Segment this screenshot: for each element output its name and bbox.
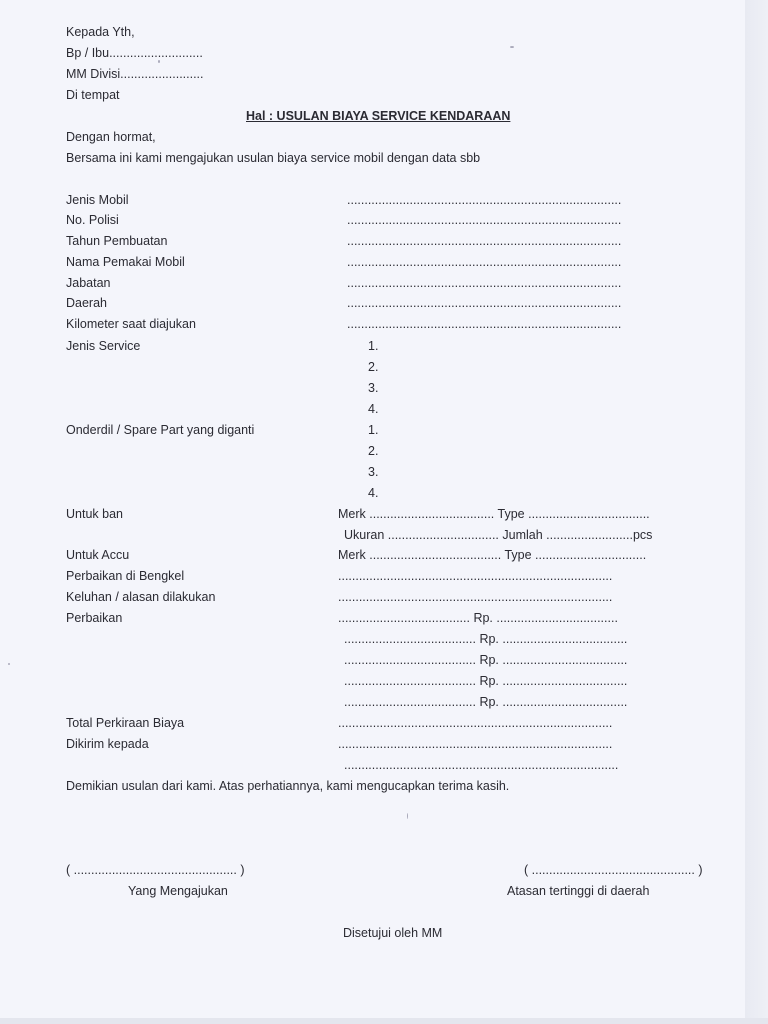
fill-line-perbaikan-bengkel: ...............................................................................	[338, 569, 613, 583]
perbaikan-rp-line-4: ...................................... Rp. ....................................	[344, 674, 628, 688]
label-jenis-mobil: Jenis Mobil	[66, 193, 129, 207]
label-nama-pemakai: Nama Pemakai Mobil	[66, 255, 185, 269]
paper-edge-bottom	[0, 1018, 768, 1024]
paper-edge-right	[745, 0, 768, 1024]
accu-merk-type-line: Merk ...................................... Type ................................	[338, 548, 647, 562]
signature-line-right: ( ............................................... )	[524, 863, 703, 877]
fill-line-jabatan: ...............................................................................	[347, 276, 622, 290]
bp-ibu-line: Bp / Ibu...........................	[66, 46, 203, 60]
fill-line-jenis-mobil: ...............................................................................	[347, 193, 622, 207]
perbaikan-rp-line-3: ...................................... Rp. ....................................	[344, 653, 628, 667]
ban-merk-type-line: Merk .................................... Type ...................................	[338, 507, 650, 521]
fill-line-no-polisi: ...............................................................................	[347, 213, 622, 227]
fill-line-daerah: ...............................................................................	[347, 296, 622, 310]
fill-line-dikirim: ...............................................................................	[338, 737, 613, 751]
label-onderdil: Onderdil / Spare Part yang diganti	[66, 423, 255, 437]
label-untuk-ban: Untuk ban	[66, 507, 123, 521]
service-item-1: 1.	[368, 339, 379, 353]
service-item-3: 3.	[368, 381, 379, 395]
label-daerah: Daerah	[66, 296, 107, 310]
part-item-2: 2.	[368, 444, 379, 458]
signature-label-right: Atasan tertinggi di daerah	[507, 884, 650, 898]
part-item-3: 3.	[368, 465, 379, 479]
fill-line-nama-pemakai: ...............................................................................	[347, 255, 622, 269]
service-item-4: 4.	[368, 402, 379, 416]
fill-line-dikirim-2: ...............................................................................	[344, 758, 619, 772]
part-item-1: 1.	[368, 423, 379, 437]
label-keluhan: Keluhan / alasan dilakukan	[66, 590, 216, 604]
label-no-polisi: No. Polisi	[66, 213, 119, 227]
label-kilometer: Kilometer saat diajukan	[66, 317, 196, 331]
intro-text: Bersama ini kami mengajukan usulan biaya service mobil dengan data sbb	[66, 151, 481, 165]
greeting: Dengan hormat,	[66, 130, 156, 144]
scan-speck	[8, 663, 10, 665]
perbaikan-rp-line-2: ...................................... Rp. ....................................	[344, 632, 628, 646]
label-tahun: Tahun Pembuatan	[66, 234, 168, 248]
service-item-2: 2.	[368, 360, 379, 374]
mm-divisi-line: MM Divisi........................	[66, 67, 204, 81]
fill-line-kilometer: ...............................................................................	[347, 317, 622, 331]
di-tempat: Di tempat	[66, 88, 120, 102]
scan-speck	[158, 60, 160, 63]
perbaikan-rp-line-1: ...................................... Rp. ...................................	[338, 611, 618, 625]
label-untuk-accu: Untuk Accu	[66, 548, 130, 562]
label-jenis-service: Jenis Service	[66, 339, 141, 353]
signature-line-left: ( ............................................... )	[66, 863, 245, 877]
label-jabatan: Jabatan	[66, 276, 111, 290]
label-total: Total Perkiraan Biaya	[66, 716, 185, 730]
ban-ukuran-jumlah-line: Ukuran ................................ Jumlah .........................pcs	[344, 528, 653, 542]
perbaikan-rp-line-5: ...................................... Rp. ....................................	[344, 695, 628, 709]
fill-line-tahun: ...............................................................................	[347, 234, 622, 248]
fill-line-keluhan: ...............................................................................	[338, 590, 613, 604]
approved-by: Disetujui oleh MM	[343, 926, 443, 940]
label-perbaikan: Perbaikan	[66, 611, 123, 625]
closing-text: Demikian usulan dari kami. Atas perhatiannya, kami mengucapkan terima kasih.	[66, 779, 510, 793]
scan-speck	[407, 813, 408, 819]
label-perbaikan-bengkel: Perbaikan di Bengkel	[66, 569, 185, 583]
fill-line-total: ...............................................................................	[338, 716, 613, 730]
subject-title: Hal : USULAN BIAYA SERVICE KENDARAAN	[246, 109, 511, 123]
part-item-4: 4.	[368, 486, 379, 500]
recipient-label: Kepada Yth,	[66, 25, 135, 39]
scan-speck	[510, 46, 514, 48]
signature-label-left: Yang Mengajukan	[128, 884, 228, 898]
label-dikirim: Dikirim kepada	[66, 737, 149, 751]
